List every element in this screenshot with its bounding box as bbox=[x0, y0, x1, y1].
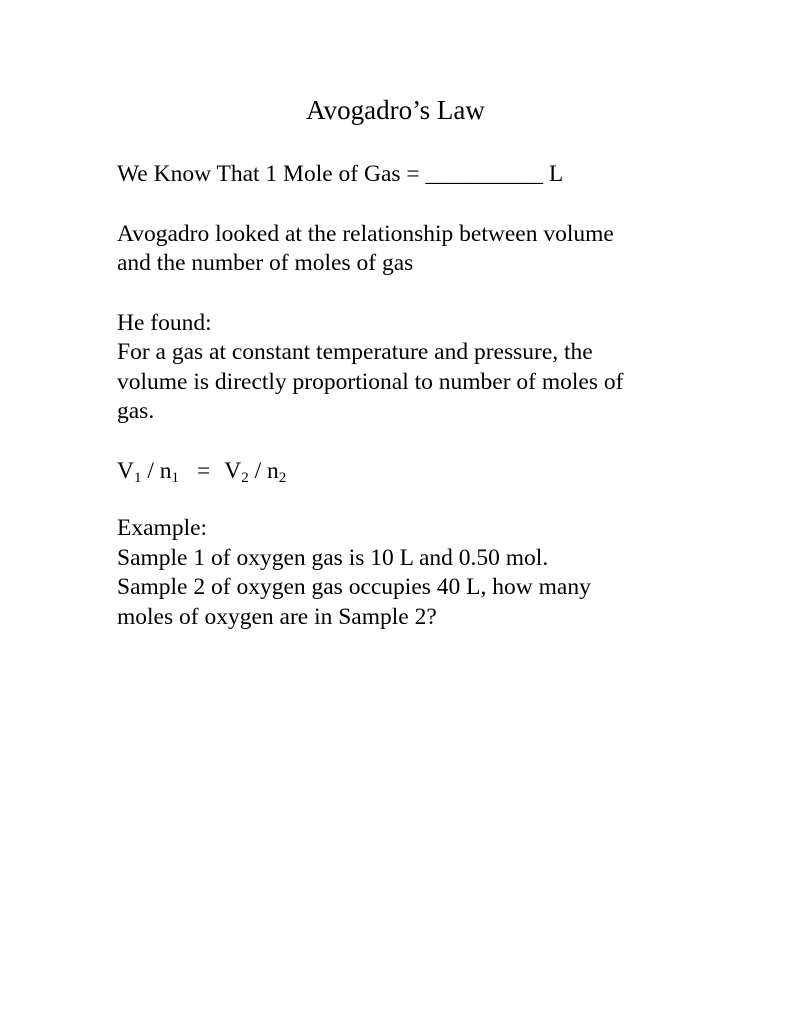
example-line-3: moles of oxygen are in Sample 2? bbox=[117, 604, 437, 630]
equation-slash-n2: / n bbox=[248, 458, 279, 484]
example-line-2: Sample 2 of oxygen gas occupies 40 L, how many bbox=[117, 574, 591, 600]
equation-v1: V bbox=[117, 458, 134, 484]
equation-n1-subscript: 1 bbox=[171, 470, 180, 486]
equation-v2-subscript: 2 bbox=[241, 470, 249, 486]
example-line-1: Sample 1 of oxygen gas is 10 L and 0.50 mol. bbox=[117, 545, 549, 571]
equation-slash-n1: / n bbox=[141, 458, 172, 484]
equation-v1-subscript: 1 bbox=[133, 470, 142, 486]
found-line-1: For a gas at constant temperature and pressure, the bbox=[117, 339, 593, 365]
known-statement: We Know That 1 Mole of Gas = __________ L bbox=[117, 161, 564, 187]
intro-line-2: and the number of moles of gas bbox=[117, 250, 414, 276]
equation-v2: V bbox=[224, 458, 242, 484]
example-heading: Example: bbox=[117, 515, 208, 541]
page-title: Avogadro’s Law bbox=[306, 95, 485, 125]
found-heading: He found: bbox=[117, 310, 212, 336]
equation-equals: = bbox=[197, 458, 211, 484]
found-line-3: gas. bbox=[117, 398, 155, 424]
equation-n2-subscript: 2 bbox=[278, 470, 287, 486]
found-line-2: volume is directly proportional to number of moles of bbox=[117, 369, 624, 395]
avogadro-equation bbox=[117, 457, 737, 490]
intro-line-1: Avogadro looked at the relationship between volume bbox=[117, 221, 614, 247]
